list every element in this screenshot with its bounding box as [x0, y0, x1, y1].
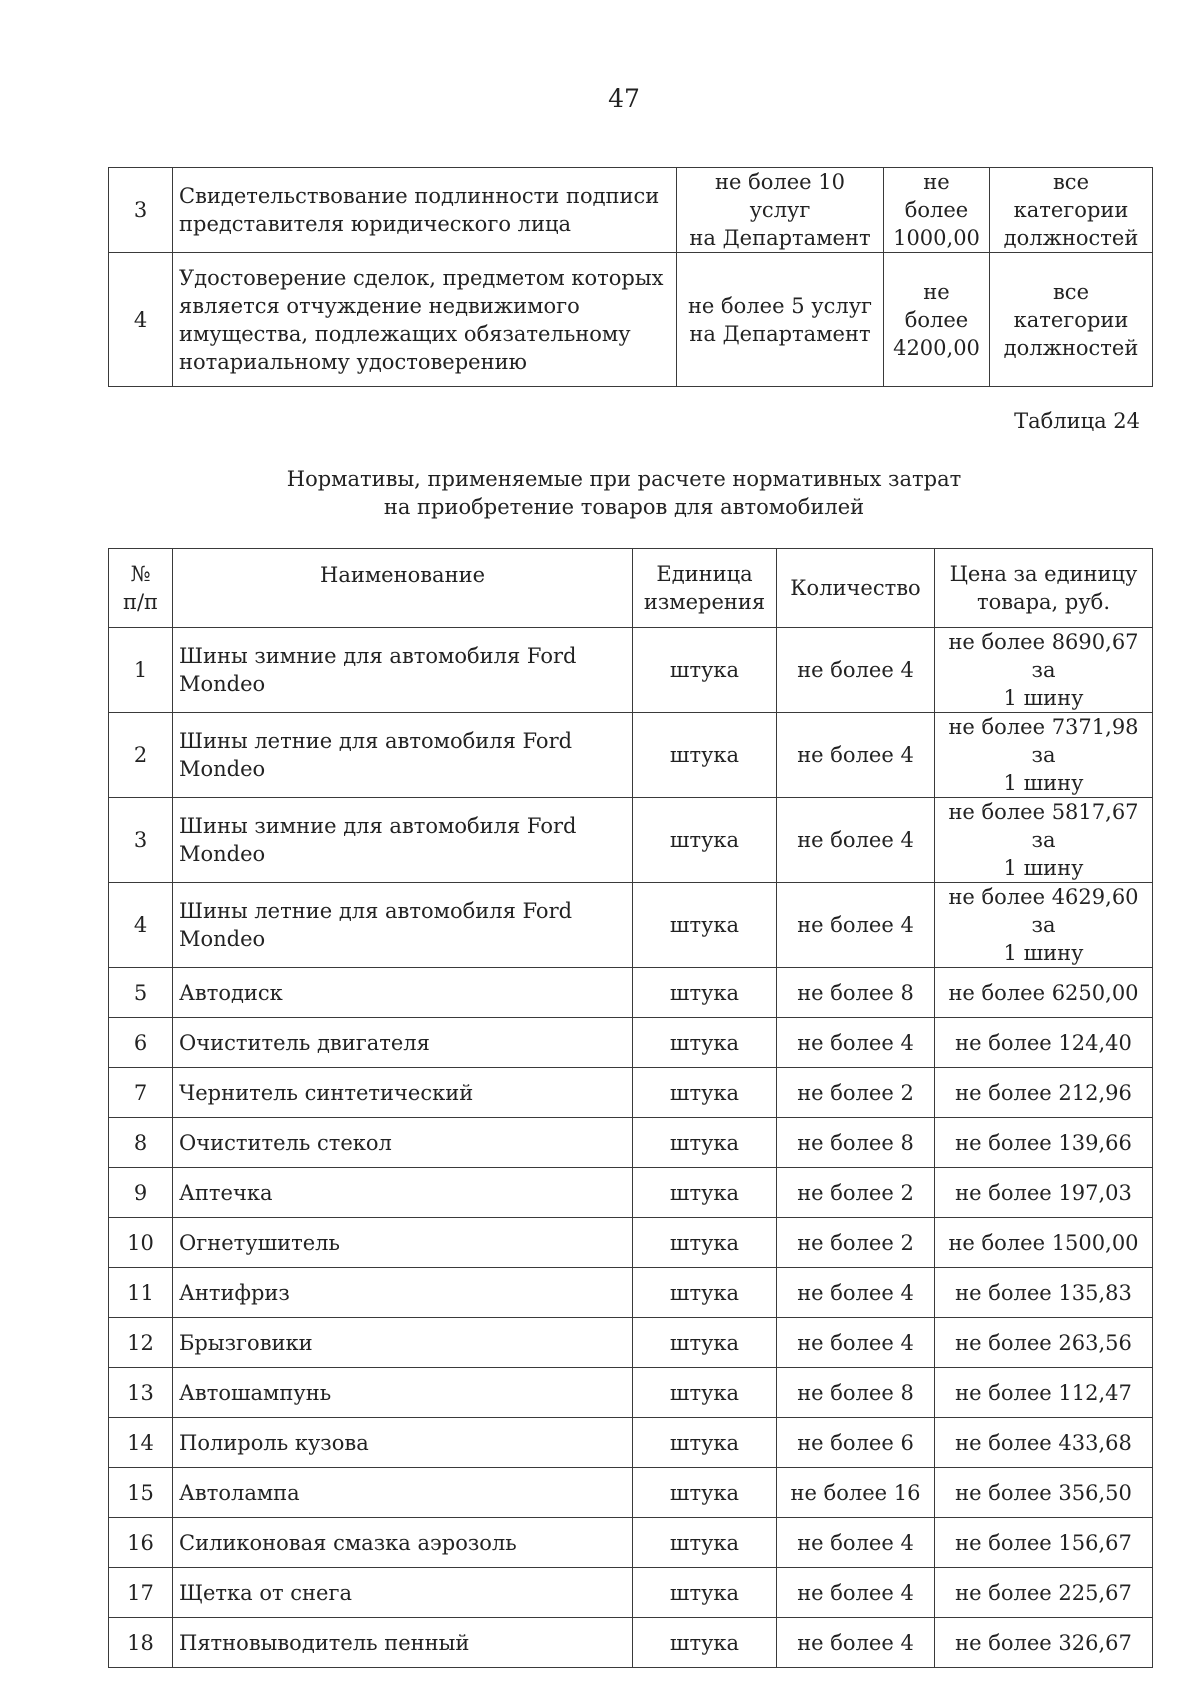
service-category-line: все категории: [1013, 279, 1129, 332]
table-row: [109, 253, 1153, 387]
header-num: [109, 549, 173, 628]
item-quantity: не более 4: [777, 628, 935, 713]
service-price-line: 1000,00: [893, 226, 980, 250]
item-name-line: Шины летние для автомобиля Ford: [179, 899, 573, 923]
header-unit: [633, 549, 777, 628]
table-row: [109, 883, 1153, 968]
item-name-line: Автошампунь: [179, 1380, 332, 1405]
item-name-line: Автолампа: [179, 1480, 300, 1505]
item-price-line: не более 4629,60 за: [948, 885, 1139, 937]
header-unit-line: Единица: [656, 562, 753, 586]
table-title-line: Нормативы, применяемые при расчете нормативных затрат: [286, 467, 962, 491]
service-limit: [677, 168, 884, 253]
item-price: [935, 1518, 1153, 1568]
service-limit: [677, 253, 884, 387]
item-price-line: не более 212,96: [955, 1080, 1132, 1105]
table-row: [109, 1268, 1153, 1318]
row-number: 3: [109, 798, 173, 883]
table-row: [109, 168, 1153, 253]
item-quantity: не более 4: [777, 713, 935, 798]
item-unit: штука: [633, 1018, 777, 1068]
item-name: [173, 1118, 633, 1168]
table-row: [109, 1568, 1153, 1618]
item-name: [173, 1518, 633, 1568]
item-unit: штука: [633, 1418, 777, 1468]
item-unit: штука: [633, 968, 777, 1018]
item-price-line: 1 шину: [1003, 686, 1084, 710]
item-name: [173, 628, 633, 713]
item-name-line: Mondeo: [179, 757, 266, 781]
item-price: [935, 1168, 1153, 1218]
item-price: [935, 1268, 1153, 1318]
service-name-line: имущества, подлежащих обязательному: [179, 321, 631, 346]
row-number: 10: [109, 1218, 173, 1268]
item-price-line: не более 5817,67 за: [948, 800, 1139, 852]
item-name: [173, 1618, 633, 1668]
item-price: [935, 1618, 1153, 1668]
service-name: [173, 253, 677, 387]
service-name-line: является отчуждение недвижимого: [179, 293, 580, 318]
service-category-line: должностей: [1003, 335, 1139, 360]
item-price: [935, 1118, 1153, 1168]
item-name-line: Шины зимние для автомобиля Ford: [179, 814, 577, 838]
item-unit: штука: [633, 883, 777, 968]
table-row: [109, 1168, 1153, 1218]
item-unit: штука: [633, 1318, 777, 1368]
item-name-line: Брызговики: [179, 1330, 313, 1355]
item-price-line: не более 7371,98 за: [948, 715, 1139, 767]
table-row: [109, 1518, 1153, 1568]
item-price-line: 1 шину: [1003, 941, 1084, 965]
table-row: [109, 1018, 1153, 1068]
table-row: [109, 713, 1153, 798]
item-name: [173, 1468, 633, 1518]
service-category: [990, 253, 1153, 387]
item-quantity: не более 8: [777, 968, 935, 1018]
service-name-line: представителя юридического лица: [179, 212, 571, 236]
service-price: [884, 253, 990, 387]
item-price-line: не более 156,67: [955, 1530, 1132, 1555]
item-quantity: не более 16: [777, 1468, 935, 1518]
service-name: [173, 168, 677, 253]
item-price-line: не более 124,40: [955, 1030, 1132, 1055]
page-number: 47: [608, 84, 640, 113]
service-limit-line: не более 10 услуг: [715, 170, 845, 222]
header-name: Наименование: [173, 549, 633, 628]
item-quantity: не более 8: [777, 1368, 935, 1418]
item-name-line: Очиститель стекол: [179, 1130, 392, 1155]
header-price: [935, 549, 1153, 628]
service-name-line: Свидетельствование подлинности подписи: [179, 184, 660, 208]
table-row: [109, 1468, 1153, 1518]
item-price-line: не более 6250,00: [948, 980, 1139, 1005]
item-name: [173, 713, 633, 798]
item-name-line: Mondeo: [179, 672, 266, 696]
item-price-line: не более 433,68: [955, 1430, 1132, 1455]
service-price-line: не более: [904, 170, 969, 222]
item-quantity: не более 2: [777, 1168, 935, 1218]
header-qty: Количество: [777, 549, 935, 628]
table-header-row: [109, 549, 1153, 628]
item-quantity: не более 6: [777, 1418, 935, 1468]
item-unit: штука: [633, 1468, 777, 1518]
row-number: 11: [109, 1268, 173, 1318]
item-price-line: не более 135,83: [955, 1280, 1132, 1305]
table-row: [109, 968, 1153, 1018]
item-name-line: Mondeo: [179, 927, 266, 951]
service-price-line: 4200,00: [893, 335, 980, 360]
item-unit: штука: [633, 628, 777, 713]
item-name: [173, 968, 633, 1018]
table-title: [100, 465, 1148, 521]
table-row: [109, 1218, 1153, 1268]
header-unit-line: измерения: [643, 590, 766, 614]
item-price: [935, 968, 1153, 1018]
item-price-line: не более 225,67: [955, 1580, 1132, 1605]
item-name: [173, 1418, 633, 1468]
service-price-line: не более: [904, 279, 969, 332]
service-name-line: Удостоверение сделок, предметом которых: [179, 265, 664, 290]
item-price-line: не более 263,56: [955, 1330, 1132, 1355]
item-quantity: не более 4: [777, 1268, 935, 1318]
item-price: [935, 1218, 1153, 1268]
service-limit-line: не более 5 услуг: [687, 293, 873, 318]
row-number: 18: [109, 1618, 173, 1668]
table-row: [109, 628, 1153, 713]
item-price-line: не более 356,50: [955, 1480, 1132, 1505]
item-price-line: не более 1500,00: [948, 1230, 1139, 1255]
table-row: [109, 798, 1153, 883]
item-quantity: не более 4: [777, 1568, 935, 1618]
row-number: 3: [109, 168, 173, 253]
row-number: 15: [109, 1468, 173, 1518]
item-price: [935, 1318, 1153, 1368]
item-quantity: не более 4: [777, 1618, 935, 1668]
item-name: [173, 1068, 633, 1118]
item-price-line: не более 139,66: [955, 1130, 1132, 1155]
item-name-line: Аптечка: [179, 1180, 273, 1205]
header-price-line: товара, руб.: [976, 590, 1111, 614]
item-unit: штука: [633, 713, 777, 798]
row-number: 2: [109, 713, 173, 798]
row-number: 8: [109, 1118, 173, 1168]
item-name-line: Огнетушитель: [179, 1230, 340, 1255]
item-name-line: Шины летние для автомобиля Ford: [179, 729, 573, 753]
row-number: 12: [109, 1318, 173, 1368]
item-price: [935, 1468, 1153, 1518]
item-name-line: Автодиск: [179, 980, 283, 1005]
item-price: [935, 1068, 1153, 1118]
car-goods-table: [108, 548, 1153, 1668]
table-row: [109, 1318, 1153, 1368]
item-price-line: не более 112,47: [955, 1380, 1132, 1405]
item-price: [935, 798, 1153, 883]
table-row: [109, 1118, 1153, 1168]
item-price: [935, 713, 1153, 798]
item-unit: штука: [633, 1268, 777, 1318]
row-number: 7: [109, 1068, 173, 1118]
service-name-line: нотариальному удостоверению: [179, 349, 527, 374]
item-quantity: не более 4: [777, 1018, 935, 1068]
table-row: [109, 1418, 1153, 1468]
item-price-line: не более 197,03: [955, 1180, 1132, 1205]
item-unit: штука: [633, 1368, 777, 1418]
row-number: 9: [109, 1168, 173, 1218]
table-label: Таблица 24: [1014, 409, 1140, 433]
table-row: [109, 1618, 1153, 1668]
item-name: [173, 1568, 633, 1618]
item-unit: штука: [633, 1068, 777, 1118]
item-unit: штука: [633, 1168, 777, 1218]
item-name-line: Антифриз: [179, 1280, 290, 1305]
item-name-line: Силиконовая смазка аэрозоль: [179, 1530, 517, 1555]
item-name-line: Щетка от снега: [179, 1580, 352, 1605]
item-price: [935, 1018, 1153, 1068]
row-number: 13: [109, 1368, 173, 1418]
service-limit-line: на Департамент: [689, 226, 871, 250]
table-row: [109, 1368, 1153, 1418]
item-price-line: не более 326,67: [955, 1630, 1132, 1655]
item-unit: штука: [633, 1218, 777, 1268]
item-name: [173, 1268, 633, 1318]
item-name: [173, 883, 633, 968]
row-number: 6: [109, 1018, 173, 1068]
item-quantity: не более 4: [777, 798, 935, 883]
row-number: 4: [109, 253, 173, 387]
service-price: [884, 168, 990, 253]
table-title-line: на приобретение товаров для автомобилей: [383, 495, 865, 519]
item-name: [173, 798, 633, 883]
item-name-line: Шины зимние для автомобиля Ford: [179, 644, 577, 668]
item-name-line: Полироль кузова: [179, 1430, 369, 1455]
item-price: [935, 628, 1153, 713]
item-unit: штука: [633, 1568, 777, 1618]
item-name-line: Пятновыводитель пенный: [179, 1630, 470, 1655]
item-price-line: 1 шину: [1003, 856, 1084, 880]
service-category-line: должностей: [1003, 226, 1139, 250]
item-name-line: Mondeo: [179, 842, 266, 866]
header-num-line: №: [130, 562, 151, 586]
item-name: [173, 1168, 633, 1218]
item-price: [935, 883, 1153, 968]
header-num-line: п/п: [122, 590, 159, 614]
item-price: [935, 1418, 1153, 1468]
item-name: [173, 1018, 633, 1068]
row-number: 16: [109, 1518, 173, 1568]
item-quantity: не более 2: [777, 1218, 935, 1268]
item-price: [935, 1568, 1153, 1618]
service-limit-line: на Департамент: [689, 321, 871, 346]
item-quantity: не более 4: [777, 883, 935, 968]
table-row: [109, 1068, 1153, 1118]
item-unit: штука: [633, 798, 777, 883]
item-name: [173, 1218, 633, 1268]
item-quantity: не более 8: [777, 1118, 935, 1168]
item-name: [173, 1318, 633, 1368]
item-quantity: не более 2: [777, 1068, 935, 1118]
row-number: 1: [109, 628, 173, 713]
item-name-line: Очиститель двигателя: [179, 1030, 430, 1055]
row-number: 4: [109, 883, 173, 968]
item-name-line: Чернитель синтетический: [179, 1080, 474, 1105]
row-number: 17: [109, 1568, 173, 1618]
row-number: 5: [109, 968, 173, 1018]
item-unit: штука: [633, 1618, 777, 1668]
item-price: [935, 1368, 1153, 1418]
services-table: [108, 167, 1153, 387]
service-category-line: все категории: [1013, 170, 1129, 222]
item-unit: штука: [633, 1118, 777, 1168]
item-unit: штука: [633, 1518, 777, 1568]
item-quantity: не более 4: [777, 1318, 935, 1368]
header-price-line: Цена за единицу: [949, 562, 1138, 586]
item-quantity: не более 4: [777, 1518, 935, 1568]
item-price-line: 1 шину: [1003, 771, 1084, 795]
item-name: [173, 1368, 633, 1418]
service-category: [990, 168, 1153, 253]
item-price-line: не более 8690,67 за: [948, 630, 1139, 682]
row-number: 14: [109, 1418, 173, 1468]
